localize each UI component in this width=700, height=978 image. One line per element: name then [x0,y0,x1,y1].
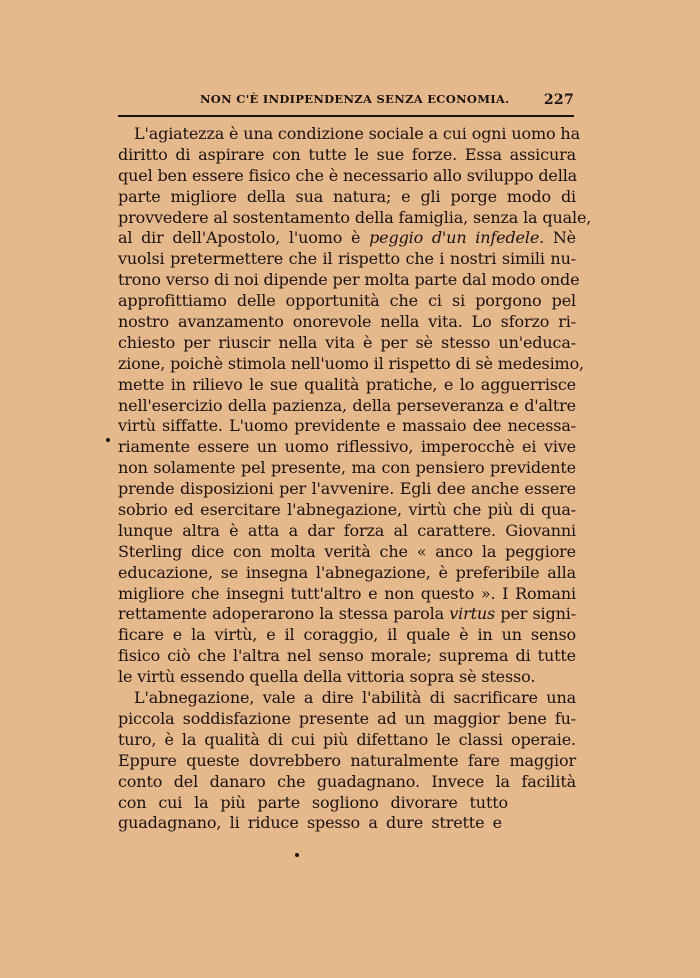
text-line [118,437,576,458]
line-text: nostro avanzamento onorevole nella vita. Lo sforzo ri- [118,312,576,332]
text-line [118,187,576,208]
line-text: educazione, se insegna l'abnegazione, è preferibile alla [118,562,576,582]
line-text: chiesto per riuscir nella vita è per sè stesso un'educa- [118,332,576,352]
line-text: conto del danaro che guadagnano. Invece la facilità [118,771,576,791]
text-line [118,813,502,834]
line-text: al dir dell'Apostolo, l'uomo è [118,228,370,248]
text-line [118,500,576,521]
text-line [118,458,576,479]
text-line [118,667,576,688]
line-text: diritto di aspirare con tutte le sue forze. Essa assicura [118,144,576,164]
line-text: virtù siffatte. L'uomo previdente e massaio dee necessa- [118,416,576,436]
line-text: sobrio ed esercitare l'abnegazione, virtù che più di qua- [118,500,576,520]
line-text: quel ben essere fisico che è necessario allo sviluppo della [118,165,578,185]
line-text: mette in rilievo le sue qualità pratiche, e lo agguerrisce [118,374,576,394]
text-line [118,353,584,375]
line-text: approfittiamo delle opportunità che ci si porgono pel [118,291,576,311]
line-text: ficare e la virtù, e il coraggio, il quale è in un senso [118,625,576,645]
line-text: L'agiatezza è una condizione sociale a cui ogni uomo ha [134,124,580,143]
line-text: zione, poichè stimola nell'uomo il rispetto di sè medesimo, [118,353,584,373]
text-line [118,249,576,270]
line-text: . Nè [539,228,576,248]
text-line [118,730,576,751]
italic-phrase: virtus [449,604,496,624]
line-text: L'abnegazione, vale a dire l'abilità di sacrificare una [134,688,576,708]
line-text: piccola soddisfazione presente ad un maggior bene fu- [118,708,576,728]
paragraph-2 [118,688,576,834]
line-text: prende disposizioni per l'avvenire. Egli dee anche essere [118,479,576,499]
text-line [118,604,576,625]
text-line [118,375,576,396]
line-text: Sterling dice con molta verità che « anco la peggiore [118,541,576,561]
running-head-title: NON C'È INDIPENDENZA SENZA ECONOMIA. [200,92,510,106]
text-line [118,793,508,814]
line-text: guadagnano, li riduce spesso a dure strette e [118,813,502,833]
text-line [118,291,576,312]
line-text: rettamente adoperarono la stessa parola [118,604,450,624]
text-line [118,312,576,333]
text-line [118,751,576,772]
line-text: lunque altra è atta a dar forza al carattere. Giovanni [118,520,576,540]
text-line [118,563,576,584]
line-text: parte migliore della sua natura; e gli porge modo di [118,186,576,206]
text-line [118,166,576,187]
italic-phrase: peggio d'un infedele [369,228,540,248]
text-line [118,479,576,500]
header-rule [118,115,574,117]
ink-speck [295,853,299,857]
text-line [118,333,576,354]
text-line [118,124,580,145]
text-line [118,709,576,730]
line-text: con cui la più parte sogliono divorare tutto [118,792,508,812]
line-text: turo, è la qualità di cui più difettano le classi operaie. [118,729,576,749]
line-text: trono verso di noi dipende per molta parte dal modo onde [118,270,580,290]
line-text: migliore che insegni tutt'altro e non questo ». I Romani [118,583,576,603]
text-line [118,584,576,605]
line-text: per signi- [495,604,576,624]
line-text: nell'esercizio della pazienza, della perseveranza e d'altre [118,395,576,415]
text-line [118,521,576,542]
line-text: Eppure queste dovrebbero naturalmente fare maggior [118,750,576,770]
text-line [118,416,576,437]
line-text: non solamente pel presente, ma con pensiero previdente [118,458,576,478]
body-text [118,124,592,834]
paragraph-1 [118,124,592,688]
line-text: fisico ciò che l'altra nel senso morale; suprema di tutte [118,646,576,666]
line-text: le virtù essendo quella della vittoria sopra sè stesso. [118,667,536,687]
text-line [118,228,576,249]
text-line [118,207,592,229]
text-line [118,625,576,646]
line-text: provvedere al sostentamento della famiglia, senza la quale, [118,207,592,227]
line-text: riamente essere un uomo riflessivo, imperocchè ei vive [118,437,576,457]
text-line [118,396,576,417]
text-line [118,270,580,291]
line-text: vuolsi pretermettere che il rispetto che i nostri simili nu- [118,249,576,269]
page-number: 227 [543,92,574,108]
text-line [118,772,576,793]
text-line [118,646,576,667]
text-line [118,145,576,166]
ink-speck [106,438,110,442]
text-line [118,688,576,709]
text-line [118,542,576,563]
